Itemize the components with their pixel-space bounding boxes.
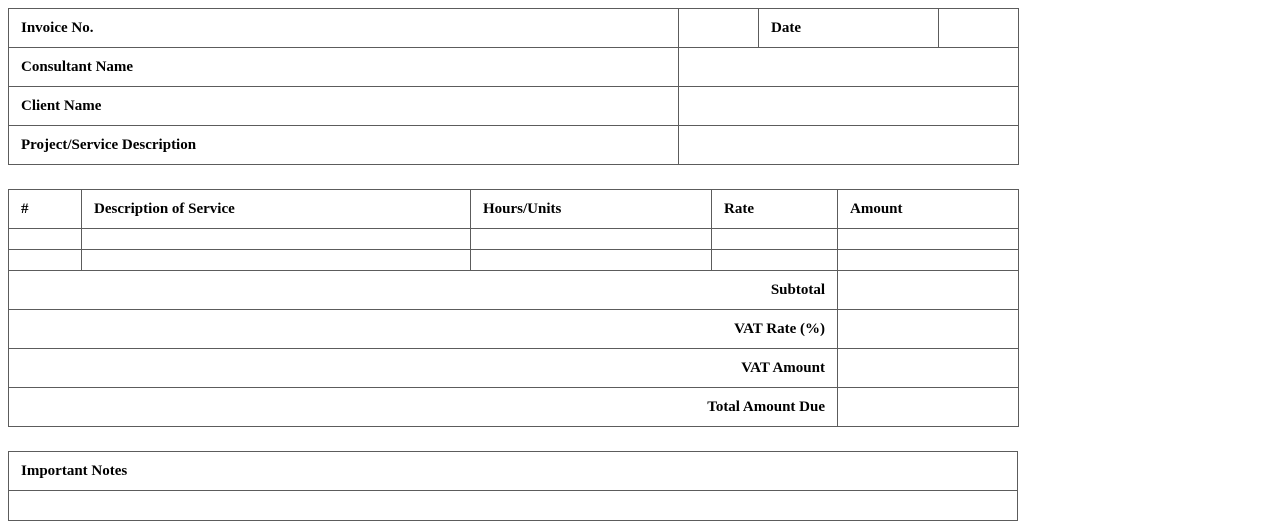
total-amount-due-field[interactable]	[838, 388, 1019, 427]
column-header-hours-units: Hours/Units	[471, 190, 712, 229]
important-notes-field[interactable]	[9, 491, 1018, 521]
project-description-label: Project/Service Description	[9, 126, 679, 165]
column-header-rate: Rate	[712, 190, 838, 229]
subtotal-row	[9, 271, 1019, 310]
important-notes-table	[8, 451, 1018, 521]
project-row	[9, 126, 1019, 165]
row-description-cell[interactable]	[82, 229, 471, 250]
column-header-number: #	[9, 190, 82, 229]
consultant-name-label: Consultant Name	[9, 48, 679, 87]
services-header-row	[9, 190, 1019, 229]
invoice-no-row	[9, 9, 1019, 48]
vat-rate-field[interactable]	[838, 310, 1019, 349]
vat-rate-row	[9, 310, 1019, 349]
row-description-cell[interactable]	[82, 250, 471, 271]
notes-header-row	[9, 452, 1018, 491]
project-description-field[interactable]	[679, 126, 1019, 165]
client-row	[9, 87, 1019, 126]
client-name-label: Client Name	[9, 87, 679, 126]
services-table	[8, 189, 1019, 427]
vat-rate-label: VAT Rate (%)	[9, 310, 838, 349]
column-header-amount: Amount	[838, 190, 1019, 229]
date-field[interactable]	[939, 9, 1019, 48]
row-number-cell[interactable]	[9, 250, 82, 271]
invoice-no-field[interactable]	[679, 9, 759, 48]
consultant-row	[9, 48, 1019, 87]
subtotal-field[interactable]	[838, 271, 1019, 310]
invoice-info-table	[8, 8, 1019, 165]
row-amount-cell[interactable]	[838, 229, 1019, 250]
row-rate-cell[interactable]	[712, 250, 838, 271]
subtotal-label: Subtotal	[9, 271, 838, 310]
total-amount-due-label: Total Amount Due	[9, 388, 838, 427]
row-hours-cell[interactable]	[471, 229, 712, 250]
table-row	[9, 250, 1019, 271]
client-name-field[interactable]	[679, 87, 1019, 126]
row-hours-cell[interactable]	[471, 250, 712, 271]
notes-body-row	[9, 491, 1018, 521]
vat-amount-label: VAT Amount	[9, 349, 838, 388]
column-header-description: Description of Service	[82, 190, 471, 229]
vat-amount-field[interactable]	[838, 349, 1019, 388]
vat-amount-row	[9, 349, 1019, 388]
row-amount-cell[interactable]	[838, 250, 1019, 271]
table-row	[9, 229, 1019, 250]
invoice-no-label: Invoice No.	[9, 9, 679, 48]
consultant-name-field[interactable]	[679, 48, 1019, 87]
row-rate-cell[interactable]	[712, 229, 838, 250]
date-label: Date	[759, 9, 939, 48]
important-notes-heading: Important Notes	[9, 452, 1018, 491]
row-number-cell[interactable]	[9, 229, 82, 250]
total-due-row	[9, 388, 1019, 427]
